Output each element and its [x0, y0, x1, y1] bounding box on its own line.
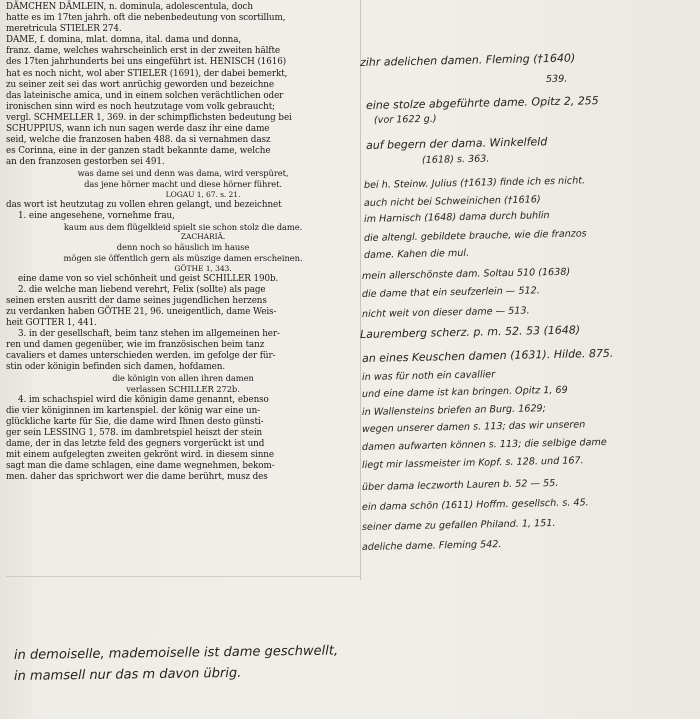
printed-line: die königin von allen ihren damen — [112, 373, 254, 384]
printed-line: das wort ist heutzutag zu vollen ehren gelangt, und bezeichnet — [6, 199, 282, 210]
handwritten-line: seiner dame zu gefallen Philand. 1, 151. — [361, 517, 556, 533]
handwritten-line: in was für noth ein cavallier — [361, 369, 496, 383]
printed-line: denn noch so häuslich im hause — [116, 242, 250, 253]
handwritten-line: mein allerschönste dam. Soltau 510 (1638) — [361, 266, 571, 282]
printed-area-edge — [6, 576, 360, 577]
printed-line: das jene hörner macht und diese hörner führet. — [84, 179, 282, 189]
handwritten-line: adeliche dame. Fleming 542. — [361, 539, 502, 553]
bottom-note-line: in demoiselle, mademoiselle ist dame geschwellt, — [13, 643, 339, 663]
printed-line: stin oder königin befinden sich damen, hofdamen. — [6, 362, 226, 373]
handwritten-line: in Wallensteins briefen an Burg. 1629; — [361, 403, 546, 418]
handwritten-line: über dama leczworth Lauren b. 52 — 55. — [361, 477, 559, 493]
printed-line: seid, welche die franzosen haben 488. da si vernahmen dasz — [6, 135, 271, 146]
printed-line: 4. im schachspiel wird die königin dame genannt, ebenso — [18, 394, 269, 405]
printed-line: zu verdanken haben GÖTHE 21, 96. uneigentlich, dame Weis- — [6, 306, 277, 317]
printed-line: ironischen sinn wird es noch heutzutage vom volk gebraucht; — [6, 101, 276, 112]
printed-line: LOGAU 1, 67. s. 21. — [165, 189, 241, 199]
handwritten-line: nicht weit von dieser dame — 513. — [361, 305, 530, 320]
printed-line: DÄMCHEN DÄMLEIN, n. dominula, adolescentula, doch — [6, 2, 253, 12]
printed-line: hatte es im 17ten jahrh. oft die nebenbedeutung von scortillum, — [6, 13, 286, 24]
handwritten-line: (vor 1622 g.) — [373, 113, 437, 126]
printed-line: franz. dame, welches wahrscheinlich erst in der zweiten hälfte — [6, 46, 281, 57]
printed-line: vergl. SCHMELLER 1, 369. in der schimpflichsten bedeutung bei — [6, 112, 292, 123]
printed-line: men. daher das sprichwort wer die dame berührt, musz des — [6, 472, 268, 483]
printed-line: was dame sei und denn was dama, wird verspüret, — [77, 168, 289, 179]
handwritten-line: eine stolze abgeführte dame. Opitz 2, 255 — [365, 94, 599, 112]
handwritten-line: die altengl. gebildete brauche, wie die franzos — [363, 228, 587, 244]
printed-line: hat es noch nicht, wol aber STIELER (1691), der dabei bemerkt, — [6, 68, 288, 79]
printed-line: eine dame von so viel schönheit und geist SCHILLER 190b. — [18, 273, 279, 284]
handwritten-line: und eine dame ist kan bringen. Opitz 1, 69 — [361, 384, 568, 400]
printed-line: die vier königinnen im kartenspiel. der könig war eine un- — [6, 405, 261, 416]
printed-line: SCHUPPIUS, wann ich nun sagen werde dasz ihr eine dame — [6, 124, 270, 135]
printed-line: meretricula STIELER 274. — [6, 24, 122, 35]
handwritten-line: auch nicht bei Schweinichen (†1616) — [363, 194, 541, 209]
printed-line: kaum aus dem flügelkleid spielt sie schon stolz die dame. — [63, 221, 303, 232]
column-rule — [360, 0, 361, 580]
handwritten-line: auf begern der dama. Winkelfeld — [365, 135, 548, 152]
printed-line: an den franzosen gestorben sei 491. — [6, 157, 165, 168]
printed-line: es Corinna, eine in der ganzen stadt bekannte dame, welche — [6, 146, 271, 157]
handwritten-line: (1618) s. 363. — [421, 153, 490, 166]
handwritten-line: die dame that ein seufzerlein — 512. — [361, 285, 540, 300]
printed-line: das lateinische amica, und in einem solchen verächtlichen oder — [6, 90, 284, 101]
printed-line: heit GOTTER 1, 441. — [6, 317, 97, 328]
handwritten-line: dame. Kahen die mul. — [363, 247, 470, 261]
printed-line: 2. die welche man liebend verehrt, Felix (sollte) als page — [18, 284, 266, 295]
printed-line: cavaliers et dames unterschieden werden. im gefolge der für- — [6, 351, 276, 362]
handwritten-line: zihr adelichen damen. Fleming (†1640) — [359, 51, 576, 69]
handwritten-line: bei h. Steinw. Julius (†1613) finde ich es nicht. — [363, 175, 586, 191]
handwritten-line: wegen unserer damen s. 113; das wir unseren — [361, 419, 586, 435]
printed-line: seinen ersten ausritt der dame seines jugendlichen herzens — [6, 295, 267, 306]
printed-line: 1. eine angesehene, vornehme frau, — [18, 210, 175, 221]
printed-line: ger sein LESSING 1, 578. im dambretspiel heiszt der stein — [6, 427, 263, 438]
printed-line: mögen sie öffentlich gern als müszige damen erscheinen. — [63, 252, 303, 263]
printed-line: zu seiner zeit sei das wort anrüchig geworden und bezeichne — [6, 79, 274, 90]
printed-line: ren und damen gegenüber, wie im französischen beim tanz — [6, 340, 265, 351]
handwritten-line: 539. — [545, 73, 568, 85]
handwritten-bottom-note — [13, 643, 614, 690]
printed-line: mit einem aufgelegten zweiten gekrönt wird. in diesem sinne — [6, 450, 274, 461]
printed-line: GÖTHE 1, 343. — [174, 263, 232, 273]
printed-line: sagt man die dame schlagen, eine dame wegnehmen, bekom- — [6, 461, 275, 472]
printed-line: glückliche karte für Sie, die dame wird Ihnen desto günsti- — [6, 416, 264, 427]
handwritten-line: im Harnisch (1648) dama durch buhlin — [363, 210, 550, 225]
bottom-note-line: in mamsell nur das m davon übrig. — [13, 665, 242, 684]
printed-dictionary-column — [6, 2, 360, 483]
printed-line: des 17ten jahrhunderts bei uns eingeführt ist. HENISCH (1616) — [6, 57, 287, 68]
printed-line: DAME, f. domina, mlat. domna, ital. dama und donna, — [6, 35, 242, 46]
handwritten-line: damen aufwarten können s. 113; die selbige dame — [361, 436, 607, 453]
printed-line: verlassen SCHILLER 272b. — [126, 384, 240, 394]
handwritten-line: ein dama schön (1611) Hoffm. gesellsch. s. 45. — [361, 497, 589, 513]
handwritten-line: liegt mir lassmeister im Kopf. s. 128. und 167. — [361, 455, 584, 471]
handwritten-line: an eines Keuschen damen (1631). Hilde. 875. — [361, 346, 614, 365]
printed-line: 3. in der gesellschaft, beim tanz stehen im allgemeinen her- — [18, 329, 280, 340]
printed-line: dame, der in das letzte feld des gegners vorgerückt ist und — [6, 438, 265, 449]
printed-line: ZACHARIÄ. — [180, 232, 226, 242]
handwritten-line: Lauremberg scherz. p. m. 52. 53 (1648) — [359, 323, 581, 341]
